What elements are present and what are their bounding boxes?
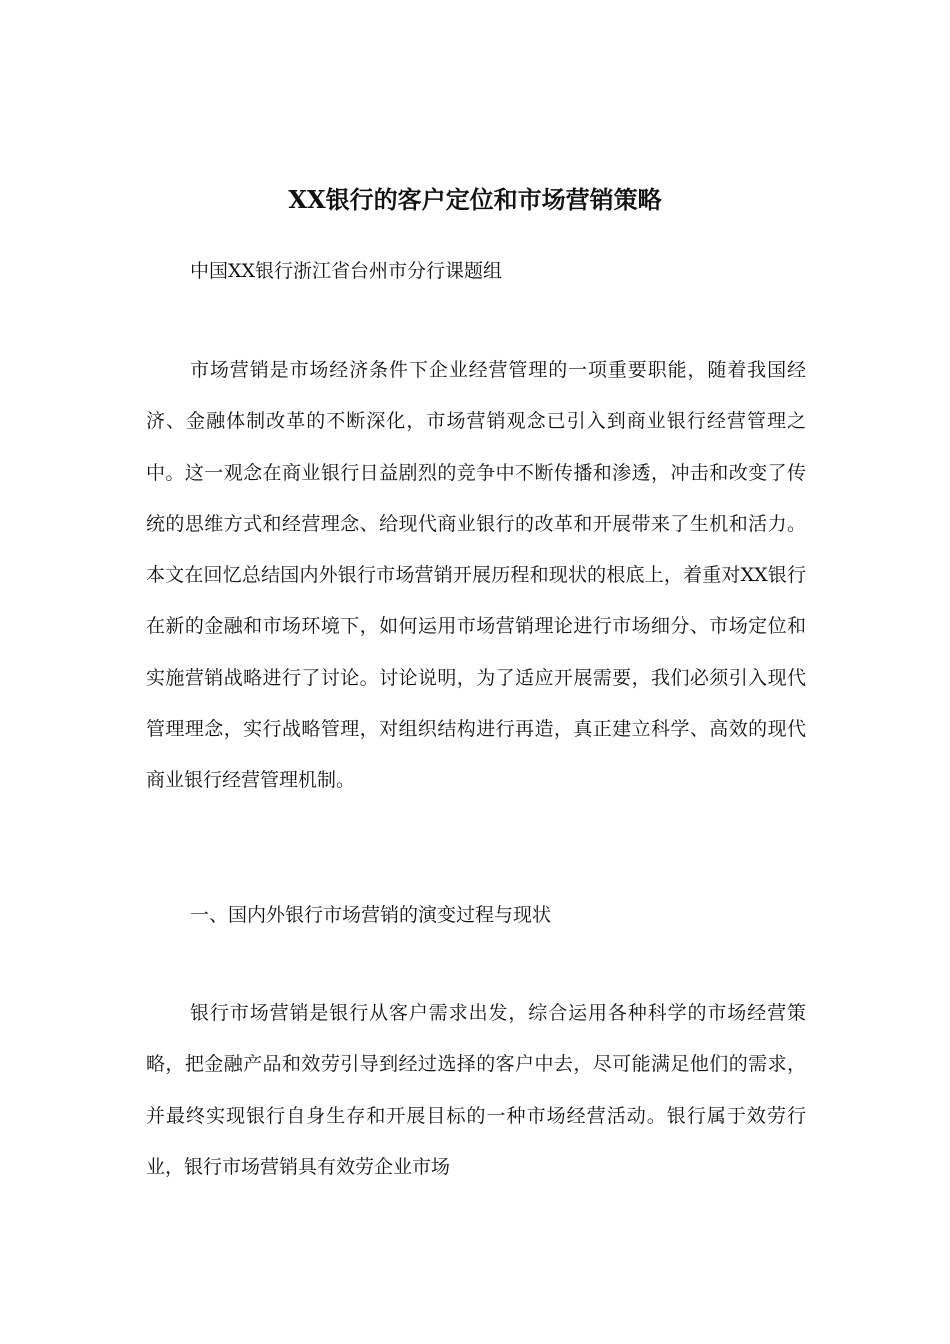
body-paragraph: 银行市场营销是银行从客户需求出发，综合运用各种科学的市场经营策略，把金融产品和效劳引导到经过选择的客户中去，尽可能满足他们的需求，并最终实现银行自身生存和开展目标的一种市场经营活动。银行属于效劳行业，银行市场营销具有效劳企业市场 — [146, 1002, 806, 1178]
section-heading: 一、国内外银行市场营销的演变过程与现状 — [190, 904, 552, 926]
body-paragraph: 市场营销是市场经济条件下企业经营管理的一项重要职能，随着我国经济、金融体制改革的不断深化，市场营销观念已引入到商业银行经营管理之中。这一观念在商业银行日益剧烈的竞争中不断传播和渗透，冲击和改变了传统的思维方式和经营理念、给现代商业银行的改革和开展带来了生机和活力。本文在回忆总结国内外银行市场营销开展历程和现状的根底上，着重对XX银行在新的金融和市场环境下，如何运用市场营销理论进行市场细分、市场定位和实施营销战略进行了讨论。讨论说明，为了适应开展需要，我们必须引入现代管理理念，实行战略管理，对组织结构进行再造，真正建立科学、高效的现代商业银行经营管理机制。 — [146, 359, 806, 792]
document-author: 中国XX银行浙江省台州市分行课题组 — [190, 260, 503, 282]
document-title: XX银行的客户定位和市场营销策略 — [288, 185, 662, 214]
